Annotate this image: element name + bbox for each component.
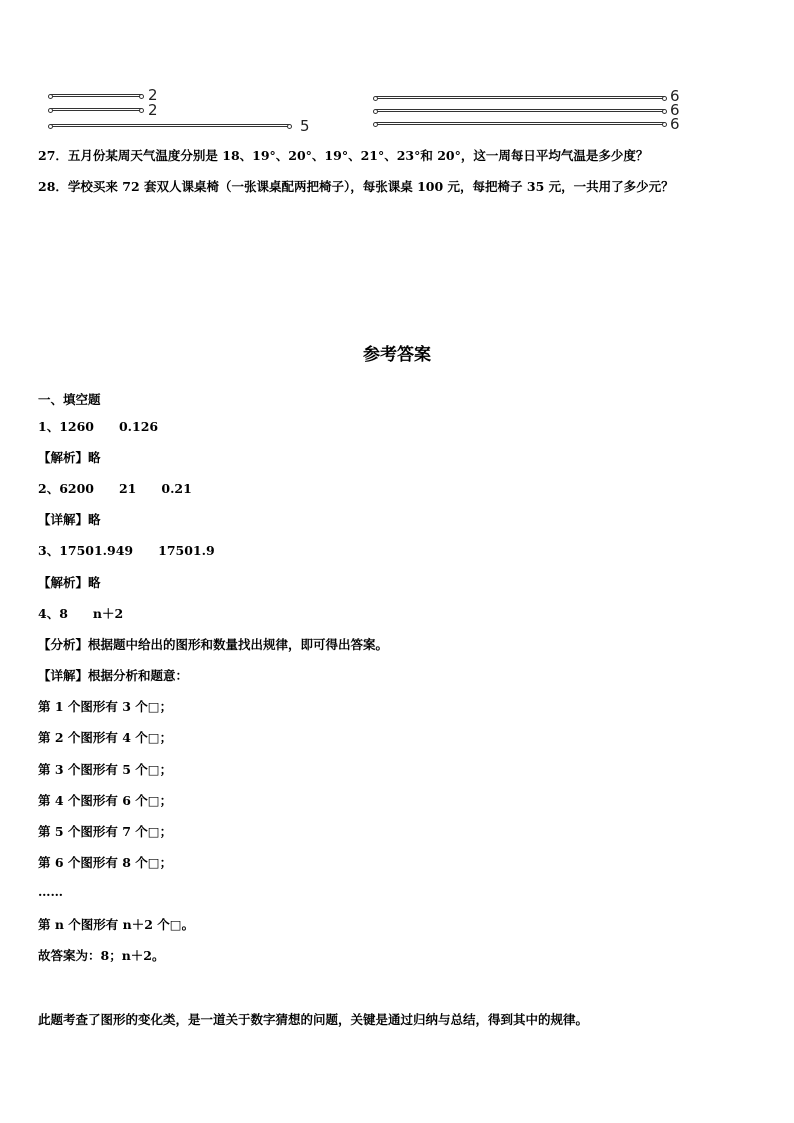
stick-bar xyxy=(375,122,665,125)
stick-bar xyxy=(50,124,290,127)
stick-bar xyxy=(50,108,142,111)
answer-line: 【分析】根据题中给出的图形和数量找出规律，即可得出答案。 xyxy=(38,637,389,652)
answer-line: 【详解】略 xyxy=(38,512,101,527)
stick-label: 6 xyxy=(670,101,680,119)
answer-line: …… xyxy=(38,884,63,899)
answer-line: 第 3 个图形有 5 个□； xyxy=(38,762,173,777)
answer-line: 3、17501.949 17501.9 xyxy=(38,543,215,558)
answer-line: 【解析】略 xyxy=(38,575,101,590)
answer-line: 【解析】略 xyxy=(38,450,101,465)
question-27: 27．五月份某周天气温度分别是 18、19°、20°、19°、21°、23°和 20°，这一周每日平均气温是多少度？ xyxy=(38,148,649,163)
answers-title: 参考答案 xyxy=(363,345,431,365)
section-heading: 一、填空题 xyxy=(38,392,101,407)
stick-label: 2 xyxy=(148,101,158,119)
answer-line: 1、1260 0.126 xyxy=(38,419,159,434)
stick-label: 2 xyxy=(148,86,158,104)
answer-line: 第 4 个图形有 6 个□； xyxy=(38,793,173,808)
stick-label: 6 xyxy=(670,87,680,105)
answer-line: 2、6200 21 0.21 xyxy=(38,481,192,496)
stick-label: 6 xyxy=(670,115,680,133)
stick-bar xyxy=(375,96,665,99)
answer-summary: 此题考查了图形的变化类，是一道关于数字猜想的问题，关键是通过归纳与总结，得到其中的规律。 xyxy=(38,1012,589,1027)
answer-line: 第 2 个图形有 4 个□； xyxy=(38,730,173,745)
stick-bar xyxy=(375,109,665,112)
stick-bar xyxy=(50,94,142,97)
answer-line: 第 5 个图形有 7 个□； xyxy=(38,824,173,839)
answer-line: 第 6 个图形有 8 个□； xyxy=(38,855,173,870)
answer-line: 第 1 个图形有 3 个□； xyxy=(38,699,173,714)
answer-line: 第 n 个图形有 n＋2 个□。 xyxy=(38,917,195,932)
answer-line: 【详解】根据分析和题意： xyxy=(38,668,189,683)
answer-line: 4、8 n＋2 xyxy=(38,606,124,621)
stick-label: 5 xyxy=(300,117,310,135)
answer-line: 故答案为：8；n＋2。 xyxy=(38,948,165,963)
question-28: 28．学校买来 72 套双人课桌椅（一张课桌配两把椅子），每张课桌 100 元，每把椅子 35 元，一共用了多少元？ xyxy=(38,179,674,194)
